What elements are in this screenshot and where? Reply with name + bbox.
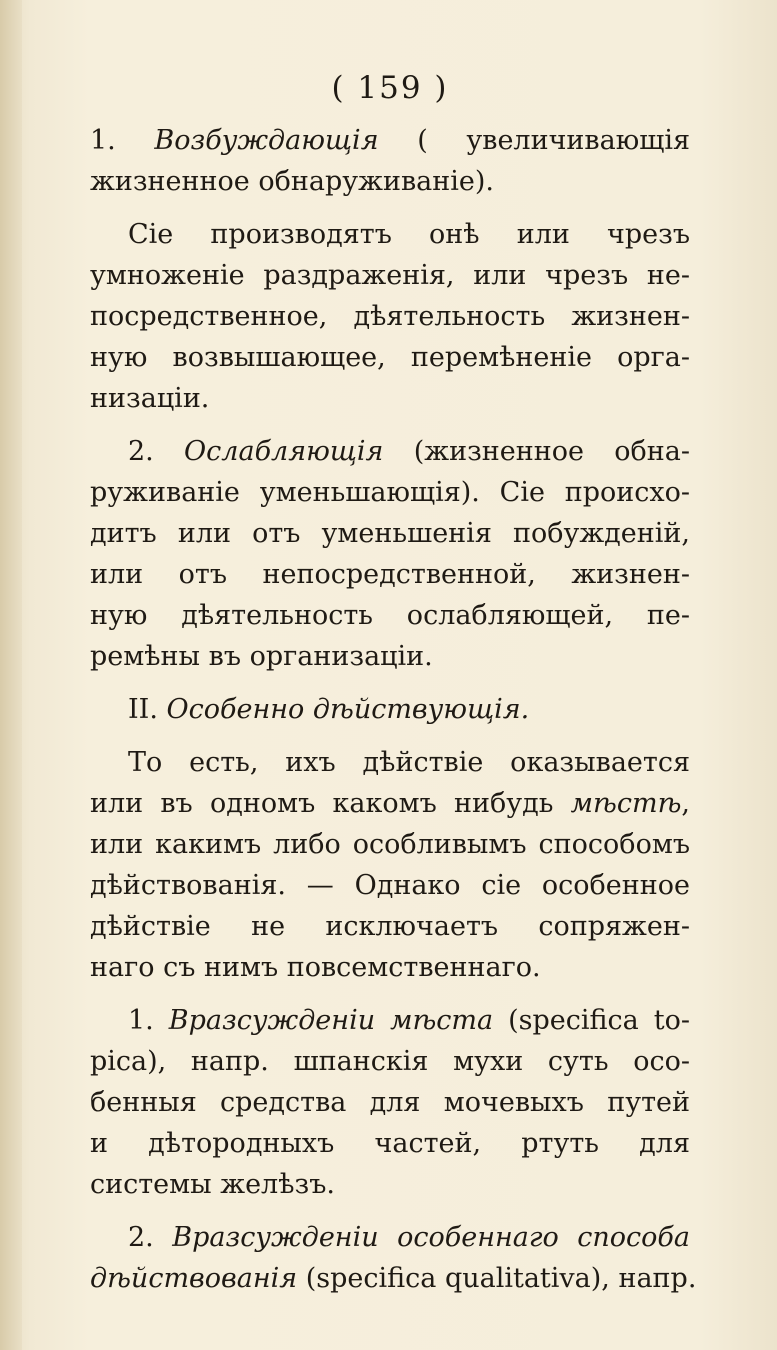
italic-term: дѣйствованія (90, 1263, 298, 1294)
text-line (90, 378, 690, 419)
text-span: ремѣны въ организаціи. (90, 641, 433, 672)
text-span: pica), напр. шпанскія мухи суть осо- (90, 1046, 690, 1077)
page-edge (0, 0, 22, 1350)
text-line (90, 1082, 690, 1123)
text-line (90, 742, 690, 783)
text-span: 1. (128, 1005, 169, 1036)
page-number: ( 159 ) (331, 70, 449, 106)
text-span: или какимъ либо особливымъ способомъ (90, 829, 690, 860)
page-text (90, 66, 697, 1299)
text-line (90, 783, 690, 824)
text-line (90, 906, 690, 947)
italic-term: мѣстѣ (570, 788, 682, 819)
text-line (90, 689, 690, 730)
text-span: дѣйствованія. — Однако сіе особенное (90, 870, 690, 901)
text-line (90, 120, 690, 161)
text-line (90, 296, 690, 337)
text-span: (жизненное обна- (383, 436, 690, 467)
italic-term: Особенно дѣйствующія. (166, 694, 530, 725)
text-span: 2. (128, 1222, 173, 1253)
text-span: 1. (90, 125, 155, 156)
text-span: Сіе производятъ онѣ или чрезъ (128, 219, 690, 250)
text-line (90, 1164, 690, 1205)
text-line (90, 1000, 690, 1041)
text-span: II. (128, 694, 167, 725)
text-line (90, 431, 690, 472)
text-span: ную дѣятельность ослабляющей, пе- (90, 600, 690, 631)
italic-term: Возбуждающія (154, 125, 379, 156)
text-line (90, 554, 690, 595)
text-span: То есть, ихъ дѣйствіе оказывается (128, 747, 690, 778)
text-span: бенныя средства для мочевыхъ путей (90, 1087, 690, 1118)
text-span: низаціи. (90, 383, 210, 414)
text-line (90, 255, 690, 296)
text-line (90, 161, 690, 202)
text-span: ную возвышающее, перемѣненіе орга- (90, 342, 690, 373)
text-line (90, 824, 690, 865)
text-span: дитъ или отъ уменьшенія побужденій, (90, 518, 690, 549)
text-span: умноженіе раздраженія, или чрезъ не- (90, 260, 690, 291)
text-line (90, 865, 690, 906)
text-line (90, 1217, 690, 1258)
text-span: , (681, 788, 690, 819)
text-span: наго съ нимъ повсемственнаго. (90, 952, 541, 983)
text-span: жизненное обнаруживаніе). (90, 166, 494, 197)
text-line (90, 947, 690, 988)
text-span: дѣйствіе не исключаетъ сопряжен- (90, 911, 690, 942)
text-line (90, 214, 690, 255)
text-span: 2. (128, 436, 185, 467)
text-line (90, 337, 690, 378)
text-span: или отъ непосредственной, жизнен- (90, 559, 690, 590)
text-span: и дѣтородныхъ частей, ртуть для (90, 1128, 690, 1159)
text-line (90, 1258, 697, 1299)
text-line (90, 595, 690, 636)
text-line (90, 1041, 690, 1082)
text-span: системы желѣзъ. (90, 1169, 335, 1200)
italic-term: Вразсужденіи мѣста (168, 1005, 494, 1036)
text-span: или въ одномъ какомъ нибудь (90, 788, 571, 819)
text-span: (specifica qualitativa), напр. (297, 1263, 697, 1294)
text-line (90, 472, 690, 513)
text-line (90, 513, 690, 554)
text-span: (specifica to- (493, 1005, 690, 1036)
italic-term: Вразсужденіи особеннаго способа (172, 1222, 691, 1253)
italic-term: Ослабляющія (184, 436, 384, 467)
text-line (90, 636, 690, 677)
text-span: руживаніе уменьшающія). Сіе происхо- (90, 477, 690, 508)
text-span: ( увеличивающія (378, 125, 690, 156)
text-line (90, 1123, 690, 1164)
text-span: посредственное, дѣятельность жизнен- (90, 301, 690, 332)
